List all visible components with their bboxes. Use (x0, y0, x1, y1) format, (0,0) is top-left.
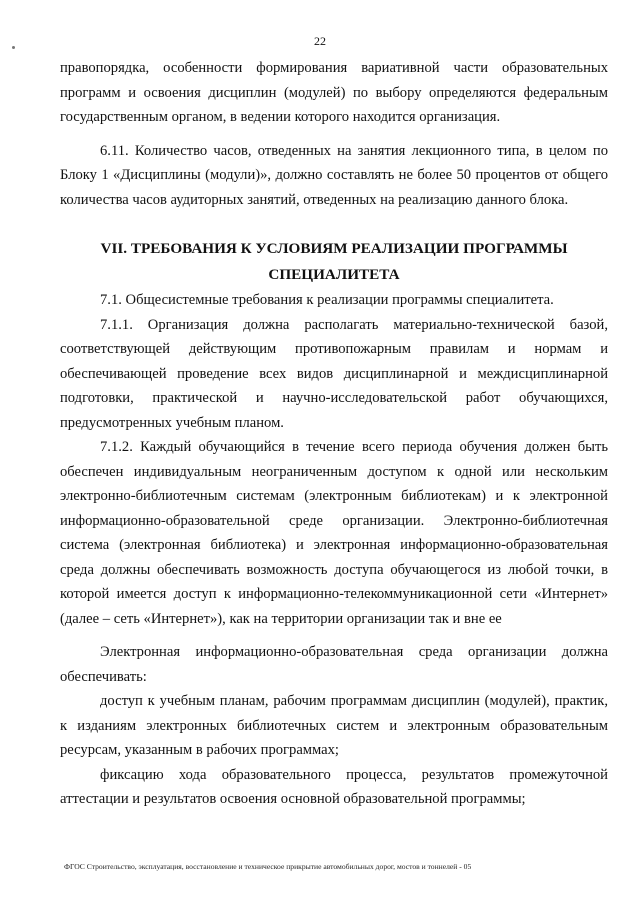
paragraph-access-to-plans: доступ к учебным планам, рабочим программам дисциплин (модулей), практик, к изданиям электронных библиотечных систем и электронным образовательным ресурсам, указанным в рабочих программах; (60, 693, 608, 758)
paragraph-process-recording: фиксацию хода образовательного процесса, результатов промежуточной аттестации и результатов освоения основной образовательной программы; (60, 766, 608, 807)
paragraph-eios-requirements: Электронная информационно-образовательная среда организации должна обеспечивать: (60, 644, 608, 685)
paragraph-continuation: правопорядка, особенности формирования вариативной части образовательных программ и освоения дисциплин (модулей) по выбору определяются федеральным государственным органом, в ведении которого находится организация. (60, 60, 608, 125)
page-number: 22 (314, 34, 326, 48)
document-body (60, 56, 608, 812)
section-heading-line-2: СПЕЦИАЛИТЕТА (268, 266, 400, 283)
paragraph-7-1: 7.1. Общесистемные требования к реализации программы специалитета. (100, 292, 554, 308)
section-heading-line-1: VII. ТРЕБОВАНИЯ К УСЛОВИЯМ РЕАЛИЗАЦИИ ПРОГРАММЫ (100, 240, 568, 257)
document-footer: ФГОС Строительство, эксплуатация, восстановление и техническое прикрытие автомобильных дорог, мостов и тоннелей - 05 (64, 862, 472, 871)
paragraph-7-1-1: 7.1.1. Организация должна располагать материально-технической базой, соответствующей действующим противопожарным правилам и нормам и обеспечивающей проведение всех видов дисциплинарной и междисциплинарной подготовки, практической и научно-исследовательской работ обучающихся, предусмотренных учебным планом. (60, 316, 608, 431)
paragraph-6-11: 6.11. Количество часов, отведенных на занятия лекционного типа, в целом по Блоку 1 «Дисциплины (модули)», должно составлять не более 50 процентов от общего количества часов аудиторных занятий, отведенных на реализацию данного блока. (60, 142, 608, 208)
paragraph-7-1-2: 7.1.2. Каждый обучающийся в течение всего периода обучения должен быть обеспечен индивидуальным неограниченным доступом к одной или нескольким электронно-библиотечным системам (электронным библиотекам) и к электронной информационно-образовательной среде организации. Электронно-библиотечная система (электронная библиотека) и электронная информационно-образовательная среда должны обеспечивать возможность доступа обучающегося из любой точки, в которой имеется доступ к информационно-телекоммуникационной сети «Интернет» (далее – сеть «Интернет»), как на территории организации так и вне ее (60, 439, 608, 627)
section-heading (60, 236, 608, 288)
